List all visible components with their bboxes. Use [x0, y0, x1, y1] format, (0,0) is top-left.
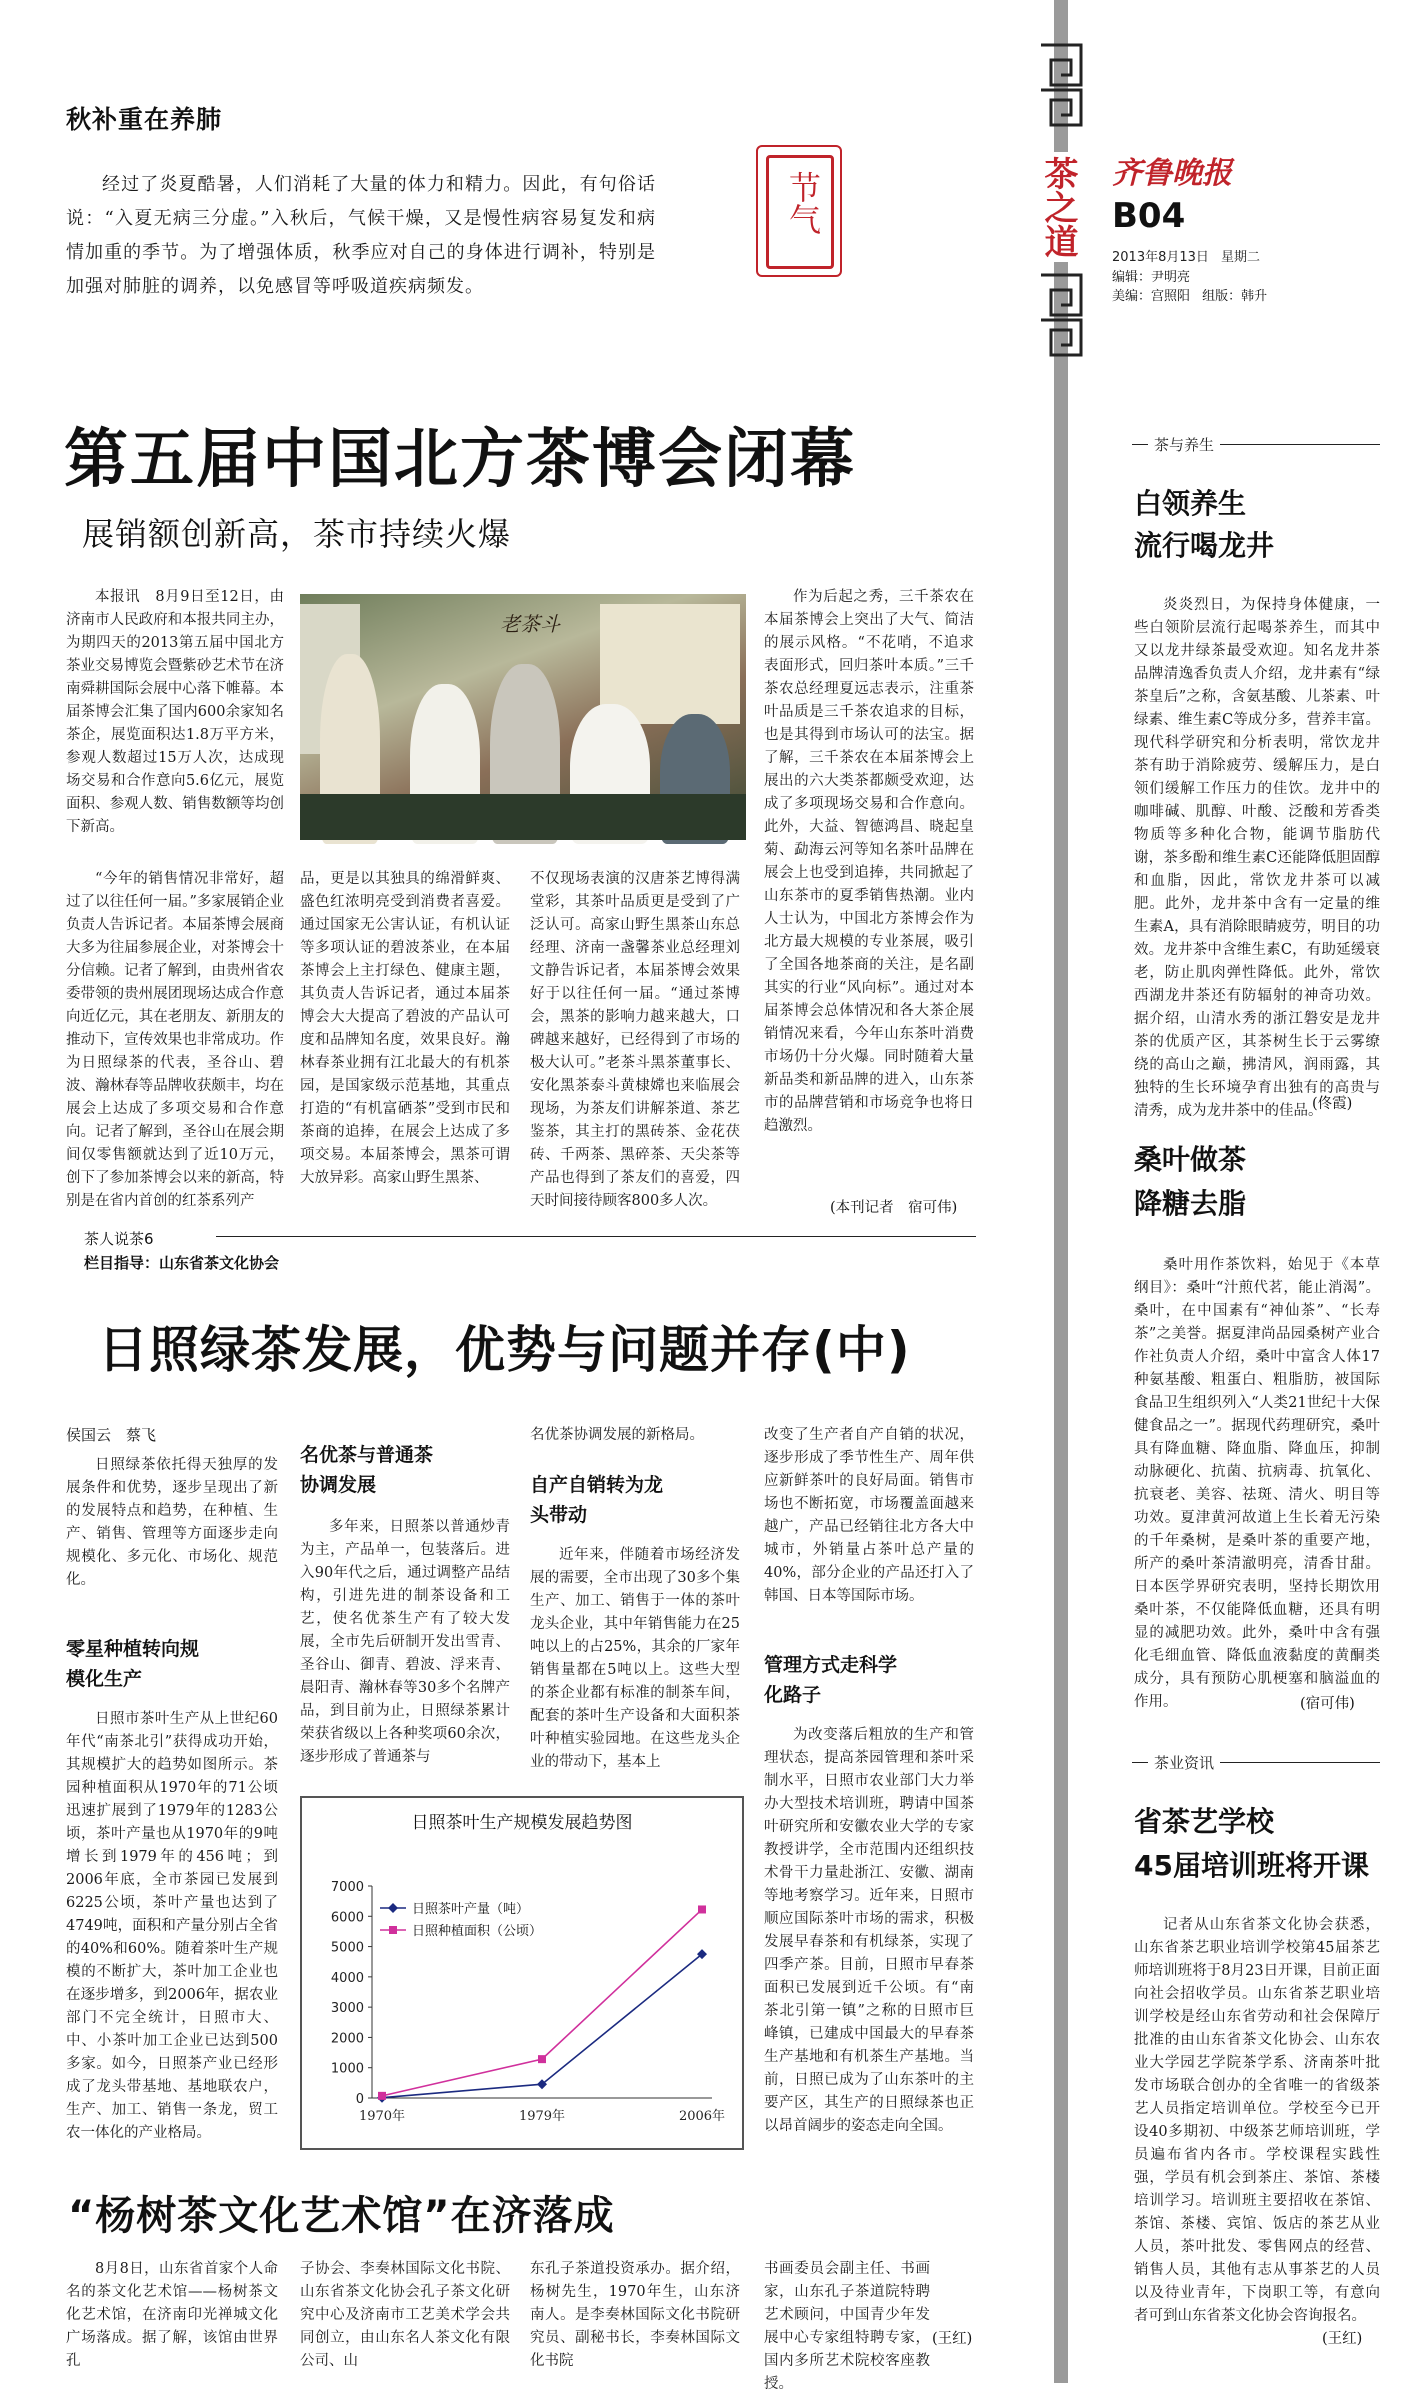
photo-counter — [300, 794, 746, 840]
greek-key-top — [1036, 40, 1086, 130]
autumn-body: 经过了炎夏酷暑，人们消耗了大量的体力和精力。因此，有句俗话说：“入夏无病三分虚。”入秋后，气候干燥，又是慢性病容易复发和病情加重的季节。为了增强体质，秋季应对自己的身体进行调补，特别是加强对肺脏的调养，以免感冒等呼吸道疾病频发。 — [66, 174, 656, 297]
rizhao-c4-subhead: 管理方式走科学化路子 — [764, 1654, 898, 1706]
chart-point — [698, 1905, 706, 1913]
chart-series-line — [382, 1954, 702, 2098]
rizhao-c4-top: 改变了生产者自产自销的状况，逐步形成了季节性生产、周年供应新鲜茶叶的良好局面。销售市场也不断拓宽，市场覆盖面越来越广，产品已经销往北方各大中城市，外销量占茶叶总产量的40%，部分企业的产品还打入了韩国、日本等国际市场。 — [764, 1427, 974, 1604]
yangshu-col1: 8月8日，山东省首家个人命名的茶文化艺术馆——杨树茶文化艺术馆，在济南印光禅城文化广场落成。据了解，该馆由世界孔 — [66, 2261, 278, 2369]
expo-subheadline: 展销额创新高，茶市持续火爆 — [82, 515, 512, 553]
designer-credit: 美编：宫照阳 — [1112, 289, 1191, 304]
chart-y-tick-label: 6000 — [330, 1910, 364, 1926]
yangshu-byline: (王红) — [932, 2331, 973, 2347]
section-name: 茶之道 — [1039, 152, 1083, 262]
designer-credit-line — [1112, 285, 1267, 304]
rail-tag-1: 茶与养生 — [1148, 434, 1220, 455]
chart-x-tick-label: 2006年 — [678, 2109, 726, 2124]
rizhao-c2-body: 多年来，日照茶以普通炒青为主，产品单一，包装落后。进入90年代之后，通过调整产品结构，引进先进的制茶设备和工艺，使名优茶生产有了较大发展，全市先后研制开发出雪青、圣谷山、御青、碧波、浮来青、晨阳青、瀚林春等30多个名牌产品，到目前为止，日照绿茶累计荣获省级以上各种奖项60余次，逐步形成了普通茶与 — [300, 1519, 510, 1765]
expo-headline: 第五届中国北方茶博会闭幕 — [64, 423, 856, 497]
yangshu-col3: 东孔子茶道投资承办。据介绍，杨树先生，1970年生，山东济南人。是李奏林国际文化书院研究员、副秘书长，李奏林国际文化书院 — [530, 2261, 740, 2369]
chart-point — [378, 2092, 386, 2100]
chart-y-tick-label: 1000 — [330, 2061, 364, 2077]
rizhao-c1-body: 日照市茶叶生产从上世纪60年代“南茶北引”获得成功开始，其规模扩大的趋势如图所示。茶园种植面积从1970年的71公顷迅速扩展到了1979年的1283公顷，茶叶产量也从1970年的9吨增长到1979年的456吨；到2006年底，全市茶园已发展到6225公顷，茶叶产量也达到了4749吨，面积和产量分别占全省的40%和60%。随着茶叶生产规模的不断扩大，茶叶加工企业也在逐步增多，到2006年，据农业部门不完全统计，日照市大、中、小茶叶加工企业已达到500多家。如今，日照茶产业已经形成了龙头带基地、基地联农户，生产、加工、销售一条龙，贸工农一体化的产业格局。 — [66, 1711, 278, 2141]
chart-title: 日照茶叶生产规模发展趋势图 — [411, 1813, 633, 1833]
chart-y-tick-label: 7000 — [330, 1880, 364, 1895]
mulberry-title-1: 桑叶做茶 — [1134, 1143, 1247, 1176]
issue-date-line — [1112, 246, 1260, 265]
mulberry-title-2: 降糖去脂 — [1134, 1187, 1247, 1220]
expo-photo — [300, 594, 746, 840]
rizhao-column-tag: 茶人说茶6 — [84, 1230, 154, 1248]
chart-x-tick-label: 1970年 — [358, 2109, 406, 2124]
rizhao-headline: 日照绿茶发展，优势与问题并存(中) — [98, 1321, 911, 1379]
editor-credit: 编辑：尹明亮 — [1112, 270, 1191, 285]
autumn-title: 秋补重在养肺 — [66, 105, 223, 134]
rizhao-c1-intro: 日照绿茶依托得天独厚的发展条件和优势，逐步呈现出了新的发展特点和趋势，在种植、生产、销售、管理等方面逐步走向规模化、多元化、市场化、规范化。 — [66, 1457, 278, 1588]
school-byline: (王红) — [1322, 2331, 1363, 2347]
chart-legend-marker — [388, 1903, 398, 1913]
rizhao-c3-top: 名优茶协调发展的新格局。 — [530, 1427, 704, 1443]
proof-credit: 组版：韩升 — [1202, 289, 1268, 304]
rizhao-column-guide: 栏目指导：山东省茶文化协会 — [84, 1254, 280, 1272]
chart-y-tick-label: 4000 — [330, 1970, 364, 1986]
jieqi-label: 节气 — [784, 171, 822, 235]
expo-col1-bottom: “今年的销售情况非常好，超过了以往任何一届。”多家展销企业负责人告诉记者。本届茶博会展商大多为往届参展企业，对茶博会十分信赖。记者了解到，由贵州省农委带领的贵州展团现场达成合作意向近亿元，其在老朋友、新朋友的推动下，宣传效果也非常成功。作为日照绿茶的代表，圣谷山、碧波、瀚林春等品牌收获颇丰，均在展会上达成了多项交易和合作意向。记者了解到，圣谷山在展会期间仅零售额就达到了近10万元，创下了参加茶博会以来的新高，特别是在省内首创的红茶系列产 — [66, 871, 284, 1209]
expo-col1-top: 本报讯 8月9日至12日，由济南市人民政府和本报共同主办，为期四天的2013第五届中国北方茶业交易博览会暨紫砂艺术节在济南舜耕国际会展中心落下帷幕。本届茶博会汇集了国内600余家知名茶企，展览面积达1.8万平方米，参观人数超过15万人次，达成现场交易和合作意向5.6亿元，展览面积、参观人数、销售数额等均创下新高。 — [66, 589, 284, 835]
chart-y-tick-label: 2000 — [330, 2031, 364, 2047]
page-code: B04 — [1112, 196, 1186, 236]
trend-chart-svg — [302, 1798, 742, 2148]
greek-key-bottom — [1036, 270, 1086, 360]
longjing-byline: (佟霞) — [1312, 1096, 1353, 1112]
rizhao-c1-subhead: 零星种植转向规模化生产 — [66, 1638, 200, 1690]
rizhao-authors: 侯国云 蔡飞 — [66, 1426, 157, 1444]
rizhao-c4-body: 为改变落后粗放的生产和管理状态，提高茶园管理和茶叶采制水平，日照市农业部门大力举办大型技术培训班，聘请中国茶叶研究所和安徽农业大学的专家教授讲学，全市范围内还组织技术骨干力量赴浙江、安徽、湖南等地考察学习。近年来，日照市顺应国际茶叶市场的需求，积极发展早春茶和有机绿茶，实现了四季产茶。目前，日照市早春茶面积已发展到近千公顷。有“南茶北引第一镇”之称的日照市巨峰镇，已建成中国最大的早春茶生产基地和有机茶生产基地。当前，日照已成为了山东茶叶的主要产区，其生产的日照绿茶也正以昂首阔步的姿态走向全国。 — [764, 1727, 974, 2134]
chart-legend-marker — [389, 1926, 397, 1934]
chart-y-tick-label: 5000 — [330, 1940, 364, 1956]
rail-tag-2: 茶业资讯 — [1148, 1752, 1220, 1773]
expo-col2: 品，更是以其独具的绵滑鲜爽、盛色红浓明亮受到消费者喜爱。通过国家无公害认证，有机认证等多项认证的碧波茶业，在本届茶博会上主打绿色、健康主题，其负责人告诉记者，通过本届茶博会大大提高了碧波的产品认可度和品牌知名度，效果良好。瀚林春茶业拥有江北最大的有机茶园，是国家级示范基地，其重点打造的“有机富硒茶”受到市民和茶商的追捧，在展会上达成了多项交易。本届茶博会，黑茶可谓大放异彩。高家山野生黑茶、 — [300, 871, 510, 1186]
issue-date: 2013年8月13日 — [1112, 250, 1209, 265]
paper-name: 齐鲁晚报 — [1112, 156, 1232, 191]
longjing-body: 炎炎烈日，为保持身体健康，一些白领阶层流行起喝茶养生，而其中又以龙井绿茶最受欢迎。知名龙井茶品牌清逸香负责人介绍，龙井素有“绿茶皇后”之称，含氨基酸、儿茶素、叶绿素、维生素C等成分多，营养丰富。现代科学研究和分析表明，常饮龙井茶有助于消除疲劳、缓解压力，是白领们缓解工作压力的佳饮。龙井中的咖啡碱、肌醇、叶酸、泛酸和芳香类物质等多种化合物，能调节脂肪代谢，茶多酚和维生素C还能降低胆固醇和血脂，因此，常饮龙井茶可以减肥。此外，龙井茶中含有一定量的维生素A，具有消除眼睛疲劳，明目的功效。龙井茶中含维生素C，有助延缓衰老，防止肌肉弹性降低。此外，常饮西湖龙井茶还有防辐射的神奇功效。据介绍，山清水秀的浙江磐安是龙井茶的优质产区，其茶树生长于云雾缭绕的高山之巅，拂清风，润雨露，其独特的生长环境孕育出独有的高贵与清秀，成为龙井茶中的佳品。 — [1134, 597, 1380, 1119]
yangshu-col4: 书画委员会副主任、书画家，山东孔子茶道院特聘艺术顾问，中国青少年发展中心专家组特聘专家，国内多所艺术院校客座教授。 — [764, 2261, 930, 2392]
rizhao-c3-subhead: 自产自销转为龙头带动 — [530, 1474, 664, 1526]
chart-x-tick-label: 1979年 — [518, 2109, 566, 2124]
chart-y-tick-label: 0 — [355, 2092, 364, 2107]
jieqi-stamp — [756, 145, 842, 277]
rizhao-c2-subhead: 名优茶与普通茶协调发展 — [300, 1444, 434, 1496]
longjing-title-2: 流行喝龙井 — [1134, 529, 1275, 562]
mulberry-byline: (宿可伟) — [1300, 1696, 1355, 1712]
chart-legend-label: 日照茶叶产量（吨） — [412, 1902, 530, 1917]
chart-y-tick-label: 3000 — [330, 2001, 364, 2017]
photo-sign: 老茶斗 — [500, 612, 560, 636]
chart-point — [538, 2055, 546, 2063]
rizhao-c3-body: 近年来，伴随着市场经济发展的需要，全市出现了30多个集生产、加工、销售于一体的茶叶龙头企业，其中年销售能力在25吨以上的占25%，其余的厂家年销售量都在5吨以上。这些大型的茶企业都有标准的制茶车间，配套的茶叶生产设备和大面积茶叶种植实验园地。在这些龙头企业的带动下，基本上 — [530, 1547, 740, 1770]
expo-byline: (本刊记者 宿可伟) — [830, 1200, 958, 1216]
chart-legend-label: 日照种植面积（公顷） — [412, 1924, 543, 1939]
issue-weekday: 星期二 — [1221, 250, 1261, 265]
yangshu-headline: “杨树茶文化艺术馆”在济落成 — [68, 2193, 615, 2239]
longjing-title-1: 白领养生 — [1134, 487, 1247, 520]
mulberry-body: 桑叶用作茶饮料，始见于《本草纲目》：桑叶“汁煎代茗，能止消渴”。桑叶，在中国素有“神仙茶”、“长寿茶”之美誉。据夏津尚品园桑树产业合作社负责人介绍，桑叶中富含人体17种氨基酸、粗蛋白、粗脂肪，被国际食品卫生组织列入“人类21世纪十大保健食品之一”。据现代药理研究，桑叶具有降血糖、降血脂、降血压，抑制动脉硬化、抗菌、抗病毒、抗氧化、抗衰老、美容、祛斑、清火、明目等功效。夏津黄河故道上生长着无污染的千年桑树，是桑叶茶的重要产地，所产的桑叶茶清澈明亮，清香甘甜。日本医学界研究表明，坚持长期饮用桑叶茶，不仅能降低血糖，还具有明显的减肥功效。此外，桑叶中含有强化毛细血管、降低血液黏度的黄酮类成分，具有预防心肌梗塞和脑溢血的作用。 — [1134, 1257, 1380, 1710]
expo-col3: 不仅现场表演的汉唐茶艺博得满堂彩，其茶叶品质更是受到了广泛认可。高家山野生黑茶山东总经理、济南一盏馨茶业总经理刘文静告诉记者，本届茶博会效果好于以往任何一届。“通过茶博会，黑茶的影响力越来越大，口碑越来越好，已经得到了市场的极大认可。”老茶斗黑茶董事长、安化黑茶泰斗黄棣嫦也来临展会现场，为茶友们讲解茶道、茶艺鉴茶，其主打的黑砖茶、金花茯砖、千两茶、黑碎茶、天尖茶等产品也得到了茶友们的喜爱，四天时间接待顾客800多人次。 — [530, 871, 740, 1209]
school-title-2: 45届培训班将开课 — [1134, 1849, 1369, 1882]
yangshu-col2: 子协会、李奏林国际文化书院、山东省茶文化协会孔子茶文化研究中心及济南市工艺美术学会共同创立，由山东名人茶文化有限公司、山 — [300, 2261, 510, 2369]
expo-col4: 作为后起之秀，三千茶农在本届茶博会上突出了大气、简洁的展示风格。“不花哨，不追求表面形式，回归茶叶本质。”三千茶农总经理夏远志表示，注重茶叶品质是三千茶农追求的目标，也是其得到市场认可的法宝。据了解，三千茶农在本届茶博会上展出的六大类茶都颇受欢迎，达成了多项现场交易和合作意向。此外，大益、智德鸿昌、晓起皇菊、勐海云河等知名茶叶品牌在展会上也受到追捧，共同掀起了山东茶市的夏季销售热潮。业内人士认为，中国北方茶博会作为北方最大规模的专业茶展，吸引了全国各地茶商的关注，是名副其实的行业“风向标”。通过对本届茶博会总体情况和各大茶企展销情况来看，今年山东茶叶消费市场仍十分火爆。同时随着大量新品类和新品牌的进入，山东茶市的品牌营销和市场竞争也将日趋激烈。 — [764, 589, 974, 1134]
school-title-1: 省茶艺学校 — [1134, 1805, 1275, 1838]
trend-chart — [300, 1796, 744, 2150]
school-body: 记者从山东省茶文化协会获悉，山东省茶艺职业培训学校第45届茶艺师培训班将于8月23日开课，目前正面向社会招收学员。山东省茶艺职业培训学校是经山东省劳动和社会保障厅批准的由山东省茶文化协会、山东农业大学园艺学院茶学系、济南茶叶批发市场联合创办的全省唯一的省级茶艺人员指定培训单位。学校至今已开设40多期初、中级茶艺师培训班，学员遍布省内各市。学校课程实践性强，学员有机会到茶庄、茶馆、茶楼培训学习。培训班主要招收在茶馆、茶馆、茶楼、宾馆、饭店的茶艺从业人员，茶叶批发、零售网点的经营、销售人员，其他有志从事茶艺的人员以及待业青年，下岗职工等，有意向者可到山东省茶文化协会咨询报名。 — [1134, 1917, 1380, 2324]
